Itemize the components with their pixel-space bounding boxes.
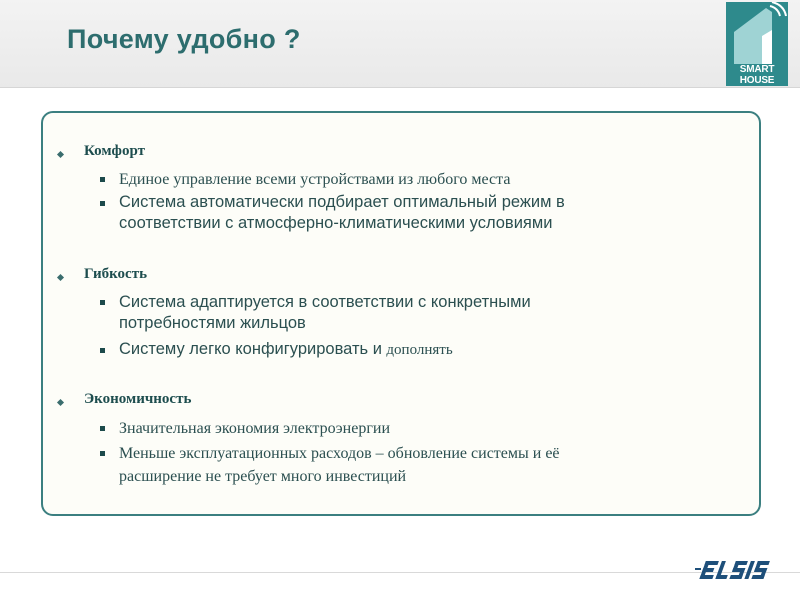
smart-house-logo <box>726 2 788 86</box>
logo-text-line2: HOUSE <box>739 74 775 86</box>
section-title-comfort: Комфорт <box>84 143 145 159</box>
list-item: Единое управление всеми устройствами из любого места <box>119 171 511 188</box>
square-bullet-icon <box>100 177 105 182</box>
slide-title: Почему удобно ? <box>67 24 301 54</box>
square-bullet-icon <box>100 426 105 431</box>
list-item-line: Система автоматически подбирает оптимальный режим в <box>119 193 565 211</box>
list-item-line: потребностями жильцов <box>119 314 306 332</box>
square-bullet-icon <box>100 300 105 305</box>
square-bullet-icon <box>100 451 105 456</box>
footer-divider <box>0 572 800 573</box>
list-item-line: расширение не требует много инвестиций <box>119 468 407 485</box>
section-title-economy: Экономичность <box>84 391 192 407</box>
list-item-line: Система адаптируется в соответствии с конкретными <box>119 293 531 311</box>
list-item-main: Систему легко конфигурировать и <box>119 340 382 358</box>
square-bullet-icon <box>100 348 105 353</box>
square-bullet-icon <box>100 201 105 206</box>
list-item <box>119 292 531 334</box>
list-item-tail: дополнять <box>386 342 453 358</box>
list-item-line: Меньше эксплуатационных расходов – обновление системы и её <box>119 445 560 462</box>
list-item <box>119 442 560 488</box>
logo-text-line1: SMART <box>739 64 775 75</box>
house-icon <box>726 2 788 64</box>
list-item <box>119 339 453 362</box>
elsis-logo-icon <box>695 558 780 582</box>
list-item <box>119 192 565 234</box>
list-item: Значительная экономия электроэнергии <box>119 420 391 437</box>
list-item-line: соответствии с атмосферно-климатическими условиями <box>119 214 553 232</box>
section-title-flexibility: Гибкость <box>84 266 148 282</box>
